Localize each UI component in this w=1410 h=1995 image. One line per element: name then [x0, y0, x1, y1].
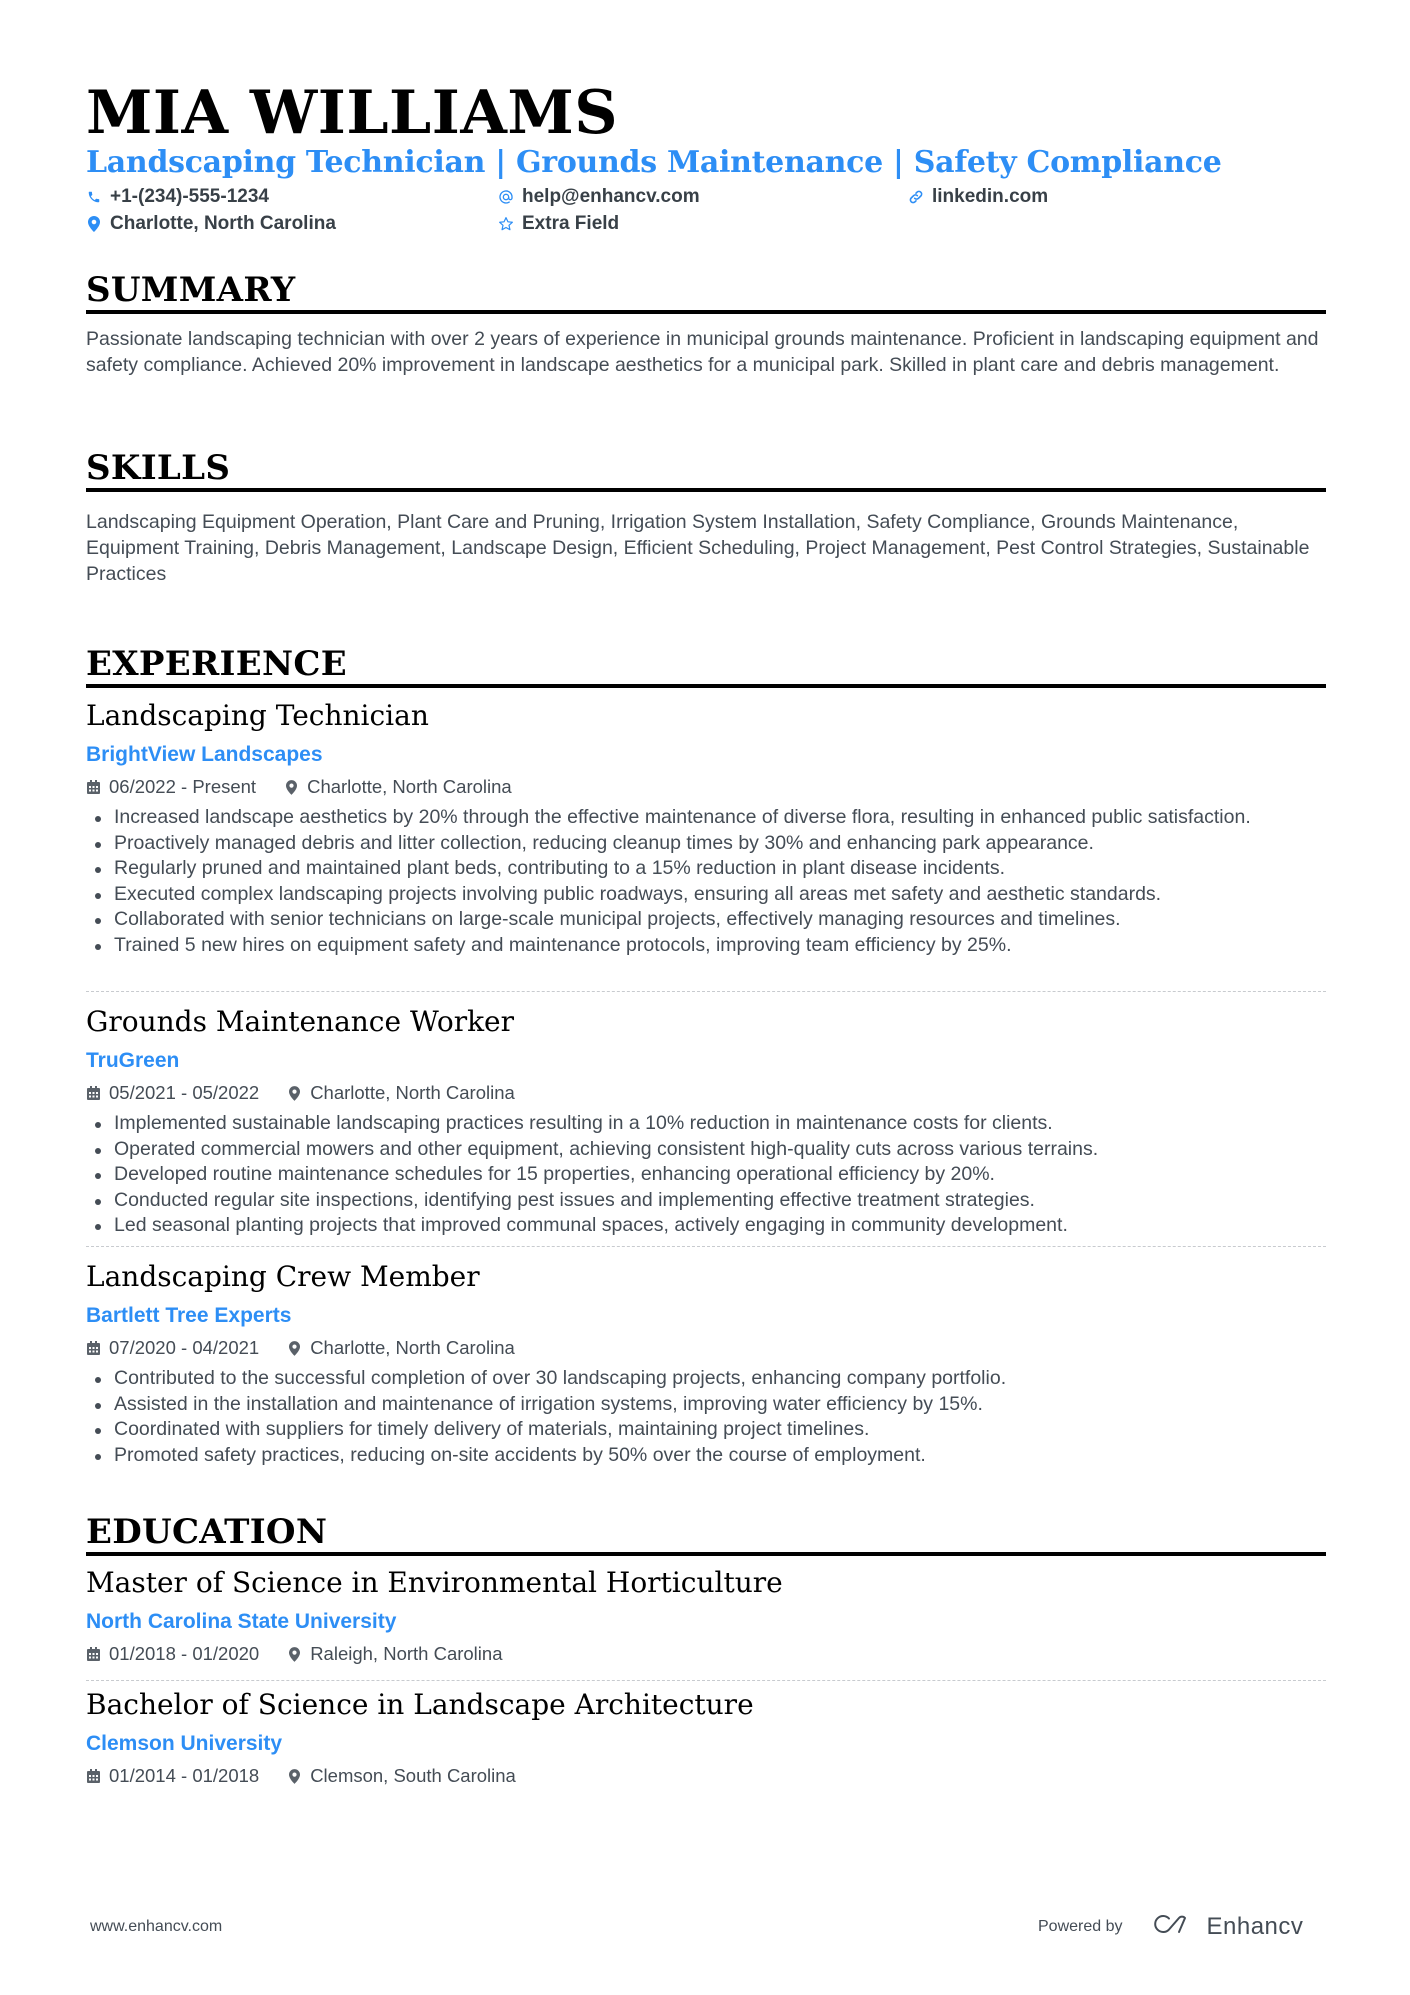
- list-item: Conducted regular site inspections, identifying pest issues and implementing effective treatment strategies.: [86, 1188, 1326, 1214]
- footer-powered-by[interactable]: [1038, 1912, 1303, 1941]
- education-meta: [86, 1764, 516, 1788]
- section-divider: [86, 488, 1326, 492]
- entry-separator: [86, 991, 1326, 992]
- contact-phone[interactable]: [86, 185, 269, 209]
- job-meta: [86, 775, 512, 799]
- extra-field-value: Extra Field: [522, 213, 620, 234]
- calendar-icon: [86, 1768, 100, 1784]
- location-pin-icon: [287, 1646, 301, 1662]
- powered-by-label: Powered by: [1038, 1917, 1123, 1935]
- section-title-summary: SUMMARY: [86, 270, 296, 310]
- entry-separator: [86, 1680, 1326, 1681]
- entry-separator: [86, 1246, 1326, 1247]
- education-dates: 01/2014 - 01/2018: [109, 1765, 260, 1786]
- job-bullets: [86, 1111, 1326, 1239]
- list-item: Developed routine maintenance schedules for 15 properties, enhancing operational efficiency by 20%.: [86, 1162, 1326, 1188]
- list-item: Collaborated with senior technicians on large-scale municipal projects, effectively managing resources and timelines.: [86, 907, 1326, 933]
- phone-icon: [86, 188, 102, 206]
- list-item: Regularly pruned and maintained plant beds, contributing to a 15% reduction in plant disease incidents.: [86, 856, 1326, 882]
- list-item: Proactively managed debris and litter collection, reducing cleanup times by 30% and enhancing park appearance.: [86, 831, 1326, 857]
- contact-email[interactable]: [498, 185, 700, 209]
- list-item: Trained 5 new hires on equipment safety and maintenance protocols, improving team efficiency by 25%.: [86, 933, 1326, 959]
- location-pin-icon: [287, 1768, 301, 1784]
- school-name: Clemson University: [86, 1732, 283, 1755]
- job-bullets: [86, 1366, 1326, 1468]
- job-title: Landscaping Crew Member: [86, 1260, 480, 1293]
- job-title: Grounds Maintenance Worker: [86, 1005, 514, 1038]
- education-meta: [86, 1642, 502, 1666]
- section-divider: [86, 310, 1326, 314]
- job-dates: 05/2021 - 05/2022: [109, 1082, 260, 1103]
- section-divider: [86, 684, 1326, 688]
- job-meta: [86, 1081, 515, 1105]
- list-item: Operated commercial mowers and other equipment, achieving consistent high-quality cuts across various terrains.: [86, 1137, 1326, 1163]
- degree-title: Master of Science in Environmental Horticulture: [86, 1566, 783, 1599]
- job-bullets: [86, 805, 1326, 959]
- list-item: Assisted in the installation and maintenance of irrigation systems, improving water efficiency by 15%.: [86, 1392, 1326, 1418]
- contact-extra-field: [498, 212, 619, 236]
- section-title-education: EDUCATION: [86, 1512, 328, 1552]
- company-name: BrightView Landscapes: [86, 743, 323, 766]
- section-title-experience: EXPERIENCE: [86, 644, 347, 684]
- school-name: North Carolina State University: [86, 1610, 397, 1633]
- phone-value: +1-(234)-555-1234: [110, 186, 269, 207]
- skills-text: Landscaping Equipment Operation, Plant Care and Pruning, Irrigation System Installation, Safety Compliance, Grounds Maintenance, Equipment Training, Debris Management, Landscape Design, Efficient Scheduling, Project Management, Pest Control Strategies, Sustainable Practices: [86, 511, 1310, 585]
- list-item: Contributed to the successful completion of over 30 landscaping projects, enhancing company portfolio.: [86, 1366, 1326, 1392]
- calendar-icon: [86, 779, 100, 795]
- job-location: Charlotte, North Carolina: [310, 1082, 515, 1103]
- contact-location: [86, 212, 336, 236]
- candidate-headline: Landscaping Technician | Grounds Maintenance | Safety Compliance: [86, 145, 1222, 180]
- section-title-skills: SKILLS: [86, 448, 231, 488]
- location-pin-icon: [86, 215, 102, 233]
- job-location: Charlotte, North Carolina: [310, 1337, 515, 1358]
- star-icon: [498, 215, 514, 233]
- location-pin-icon: [287, 1085, 301, 1101]
- company-name: Bartlett Tree Experts: [86, 1304, 292, 1327]
- candidate-name: MIA WILLIAMS: [86, 78, 619, 148]
- list-item: Promoted safety practices, reducing on-site accidents by 50% over the course of employment.: [86, 1443, 1326, 1469]
- education-location: Raleigh, North Carolina: [310, 1643, 503, 1664]
- location-pin-icon: [284, 779, 298, 795]
- job-title: Landscaping Technician: [86, 699, 429, 732]
- job-dates: 07/2020 - 04/2021: [109, 1337, 260, 1358]
- list-item: Coordinated with suppliers for timely delivery of materials, maintaining project timelines.: [86, 1417, 1326, 1443]
- education-location: Clemson, South Carolina: [310, 1765, 516, 1786]
- list-item: Led seasonal planting projects that improved communal spaces, actively engaging in community development.: [86, 1213, 1326, 1239]
- company-name: TruGreen: [86, 1049, 180, 1072]
- job-dates: 06/2022 - Present: [109, 776, 257, 797]
- at-icon: [498, 188, 514, 206]
- location-value: Charlotte, North Carolina: [110, 213, 336, 234]
- enhancv-logo-icon: [1149, 1912, 1197, 1941]
- section-divider: [86, 1552, 1326, 1556]
- link-icon: [908, 188, 924, 206]
- calendar-icon: [86, 1340, 100, 1356]
- linkedin-value: linkedin.com: [932, 186, 1049, 207]
- list-item: Implemented sustainable landscaping practices resulting in a 10% reduction in maintenance costs for clients.: [86, 1111, 1326, 1137]
- job-meta: [86, 1336, 515, 1360]
- list-item: Increased landscape aesthetics by 20% through the effective maintenance of diverse flora, resulting in enhanced public satisfaction.: [86, 805, 1326, 831]
- location-pin-icon: [287, 1340, 301, 1356]
- contact-linkedin[interactable]: [908, 185, 1048, 209]
- calendar-icon: [86, 1085, 100, 1101]
- list-item: Executed complex landscaping projects involving public roadways, ensuring all areas met safety and aesthetic standards.: [86, 882, 1326, 908]
- job-location: Charlotte, North Carolina: [307, 776, 512, 797]
- brand-name: Enhancv: [1206, 1912, 1304, 1940]
- calendar-icon: [86, 1646, 100, 1662]
- education-dates: 01/2018 - 01/2020: [109, 1643, 260, 1664]
- degree-title: Bachelor of Science in Landscape Architecture: [86, 1688, 754, 1721]
- footer-website-link[interactable]: www.enhancv.com: [90, 1918, 223, 1935]
- summary-text: Passionate landscaping technician with over 2 years of experience in municipal grounds maintenance. Proficient in landscaping equipment and safety compliance. Achieved 20% improvement in landscape aesthetics for a municipal park. Skilled in plant care and debris management.: [86, 328, 1319, 376]
- email-value: help@enhancv.com: [522, 186, 700, 207]
